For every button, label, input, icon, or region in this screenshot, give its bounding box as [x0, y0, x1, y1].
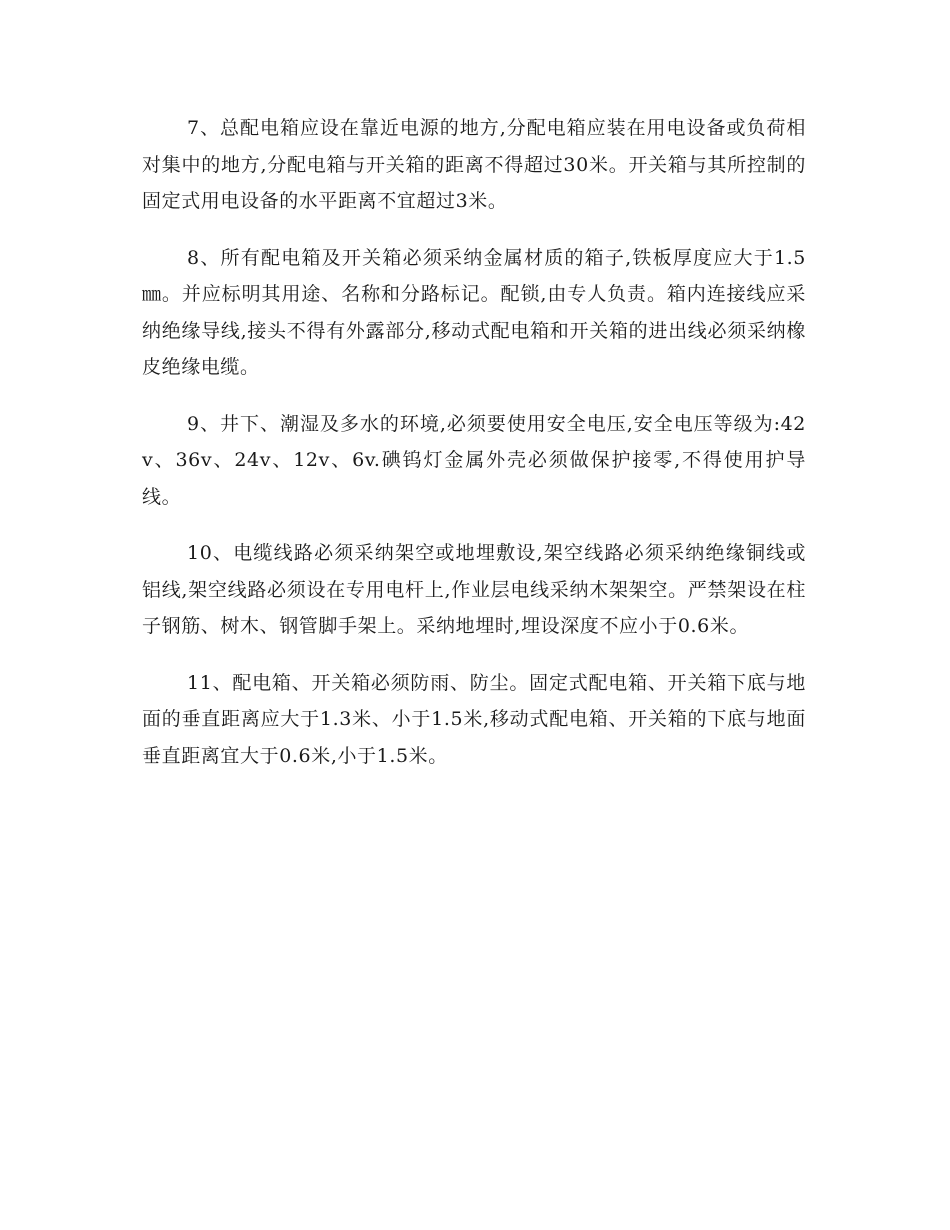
paragraph-item-11: 11、配电箱、开关箱必须防雨、防尘。固定式配电箱、开关箱下底与地面的垂直距离应大于1.3米、小于1.5米,移动式配电箱、开关箱的下底与地面垂直距离宜大于0.6米,小于1.5米。: [142, 671, 806, 767]
document-page: [142, 110, 806, 794]
paragraph-item-10: 10、电缆线路必须采纳架空或地埋敷设,架空线路必须采纳绝缘铜线或铝线,架空线路必须设在专用电杆上,作业层电线采纳木架架空。严禁架设在柱子钢筋、树木、钢管脚手架上。采纳地埋时,埋设深度不应小于0.6米。: [142, 542, 806, 637]
paragraph-item-8: 8、所有配电箱及开关箱必须采纳金属材质的箱子,铁板厚度应大于1.5㎜。并应标明其用途、名称和分路标记。配锁,由专人负责。箱内连接线应采纳绝缘导线,接头不得有外露部分,移动式配电箱和开关箱的进出线必须采纳橡皮绝缘电缆。: [142, 246, 806, 378]
paragraph-item-9: 9、井下、潮湿及多水的环境,必须要使用安全电压,安全电压等级为:42v、36v、24v、12v、6v.碘钨灯金属外壳必须做保护接零,不得使用护导线。: [142, 412, 806, 508]
paragraph-item-7: 7、总配电箱应设在靠近电源的地方,分配电箱应装在用电设备或负荷相对集中的地方,分配电箱与开关箱的距离不得超过30米。开关箱与其所控制的固定式用电设备的水平距离不宜超过3米。: [142, 117, 806, 212]
